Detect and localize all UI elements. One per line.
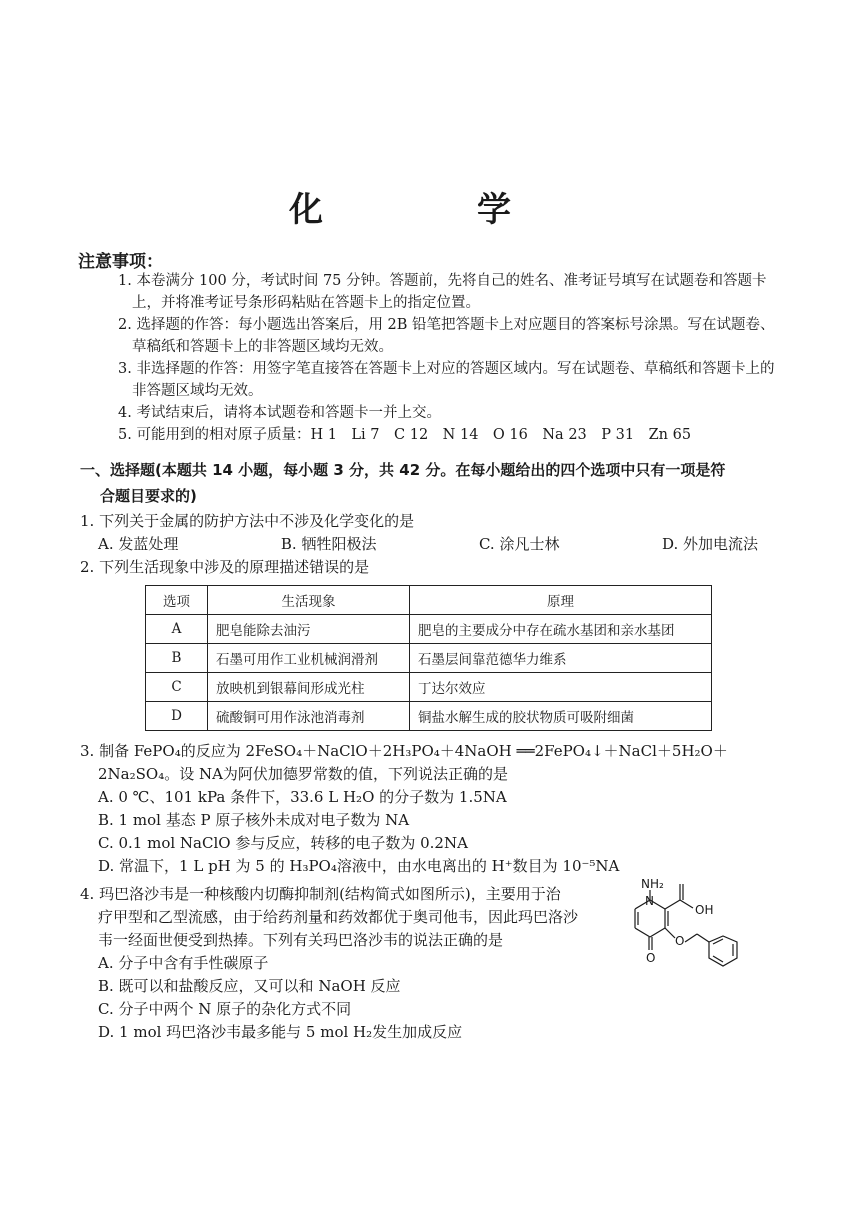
label-nh2: NH₂ bbox=[641, 878, 664, 891]
notice-item: 3. 非选择题的作答：用签字笔直接答在答题卡上对应的答题区域内。写在试题卷、草稿纸和答题卡上的非答题区域均无效。 bbox=[118, 361, 775, 399]
option-a: A. 0 ℃、101 kPa 条件下，33.6 L H₂O 的分子数为 1.5NA bbox=[98, 788, 507, 806]
question-stem: 4. 玛巴洛沙韦是一种核酸内切酶抑制剂(结构简式如图所示)，主要用于治 bbox=[80, 885, 561, 903]
notice-item: 5. 可能用到的相对原子质量：H 1 Li 7 C 12 N 14 O 16 Na 23 P 31 Zn 65 bbox=[118, 427, 692, 443]
table-cell: 肥皂能除去油污 bbox=[208, 615, 410, 644]
structural-formula bbox=[625, 878, 760, 988]
question-stem: 3. 制备 FePO₄的反应为 2FeSO₄＋NaClO＋2H₃PO₄＋4NaOH ══2FePO₄↓＋NaCl＋5H₂O＋ bbox=[80, 742, 728, 760]
notice-heading: 注意事项： bbox=[78, 252, 163, 272]
question-1 bbox=[80, 510, 780, 579]
label-o-keto: O bbox=[646, 951, 656, 965]
question-4 bbox=[80, 883, 625, 1044]
table-cell: 放映机到银幕间形成光柱 bbox=[208, 673, 410, 702]
notice-item: 2. 选择题的作答：每小题选出答案后，用 2B 铅笔把答题卡上对应题目的答案标号涂黑。写在试题卷、草稿纸和答题卡上的非答题区域均无效。 bbox=[118, 317, 775, 355]
table-header: 选项 bbox=[146, 586, 208, 615]
option-c: C. 分子中两个 N 原子的杂化方式不同 bbox=[98, 1000, 352, 1018]
section-heading bbox=[80, 457, 780, 509]
section-line: 合题目要求的) bbox=[100, 487, 197, 505]
question-stem: 2Na₂SO₄。设 NA为阿伏加德罗常数的值，下列说法正确的是 bbox=[98, 765, 508, 783]
table-cell: A bbox=[146, 615, 208, 644]
table-row bbox=[146, 615, 712, 644]
section-line: 一、选择题(本题共 14 小题，每小题 3 分，共 42 分。在每小题给出的四个选项中只有一项是符 bbox=[80, 461, 726, 479]
option-d: D. 常温下，1 L pH 为 5 的 H₃PO₄溶液中，由水电离出的 H⁺数目为 10⁻⁵NA bbox=[98, 857, 620, 875]
question-stem: 1. 下列关于金属的防护方法中不涉及化学变化的是 bbox=[80, 512, 415, 530]
option-b: B. 1 mol 基态 P 原子核外未成对电子数为 NA bbox=[98, 811, 410, 829]
notice-item: 1. 本卷满分 100 分，考试时间 75 分钟。答题前，先将自己的姓名、准考证号填写在试题卷和答题卡上，并将准考证号条形码粘贴在答题卡上的指定位置。 bbox=[118, 273, 767, 311]
option-b: B. 牺牲阳极法 bbox=[280, 535, 377, 553]
option-a: A. 发蓝处理 bbox=[98, 535, 179, 553]
table-cell: 石墨可用作工业机械润滑剂 bbox=[208, 644, 410, 673]
principle-table bbox=[145, 585, 712, 731]
option-c: C. 涂凡士林 bbox=[478, 535, 560, 553]
option-c: C. 0.1 mol NaClO 参与反应，转移的电子数为 0.2NA bbox=[98, 834, 468, 852]
notice-list bbox=[118, 270, 786, 446]
question-stem: 韦一经面世便受到热捧。下列有关玛巴洛沙韦的说法正确的是 bbox=[98, 931, 504, 949]
label-n: N bbox=[645, 894, 654, 908]
table-cell: 丁达尔效应 bbox=[410, 673, 712, 702]
option-d: D. 外加电流法 bbox=[661, 535, 758, 553]
option-a: A. 分子中含有手性碳原子 bbox=[98, 954, 269, 972]
option-d: D. 1 mol 玛巴洛沙韦最多能与 5 mol H₂发生加成反应 bbox=[98, 1023, 463, 1041]
table-header-row bbox=[146, 586, 712, 615]
table-header: 原理 bbox=[410, 586, 712, 615]
option-b: B. 既可以和盐酸反应，又可以和 NaOH 反应 bbox=[98, 977, 401, 995]
label-o-link: O bbox=[675, 934, 685, 948]
table-cell: B bbox=[146, 644, 208, 673]
page-title: 化 学 bbox=[289, 190, 571, 230]
table-cell: 硫酸铜可用作泳池消毒剂 bbox=[208, 702, 410, 731]
label-oh: OH bbox=[695, 903, 714, 917]
option-row bbox=[80, 533, 758, 556]
table-cell: D bbox=[146, 702, 208, 731]
table-row bbox=[146, 673, 712, 702]
table-cell: 石墨层间靠范德华力维系 bbox=[410, 644, 712, 673]
table-row bbox=[146, 644, 712, 673]
question-3 bbox=[80, 740, 780, 878]
notice-item: 4. 考试结束后，请将本试题卷和答题卡一并上交。 bbox=[118, 405, 441, 421]
table-cell: 肥皂的主要成分中存在疏水基团和亲水基团 bbox=[410, 615, 712, 644]
question-stem: 2. 下列生活现象中涉及的原理描述错误的是 bbox=[80, 558, 370, 576]
table-cell: C bbox=[146, 673, 208, 702]
table-header: 生活现象 bbox=[208, 586, 410, 615]
question-stem: 疗甲型和乙型流感，由于给药剂量和药效都优于奥司他韦，因此玛巴洛沙 bbox=[98, 908, 579, 926]
table-cell: 铜盐水解生成的胶状物质可吸附细菌 bbox=[410, 702, 712, 731]
table-row bbox=[146, 702, 712, 731]
